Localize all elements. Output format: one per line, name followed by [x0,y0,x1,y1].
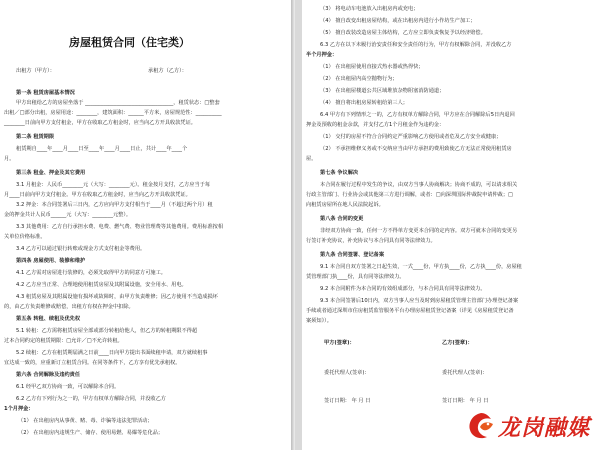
body-line: （1） 交付的房屋不符合合同约定严重影响乙方使用或者危及乙方安全或健康； [320,134,502,140]
body-line: 赁管理部门执____份，具有同等法律效力。 [306,274,405,280]
body-line: 租赁期自____年____月____日至____年____月____日止，共计____年____个 [16,146,188,152]
body-line: 3.2 押金：本合同签署后三日内，乙方应向甲方支付相当于____月（不超过两个月）租 [16,202,213,208]
section-heading: 第七条 争议解决 [320,170,359,176]
body-line: 9.3 本合同签署后10日内，双方当事人应当及时到房屋租赁管理主管部门办理登记备案 [320,298,519,304]
body-line: （4） 擅自将出租房屋转租给第三人； [320,100,408,106]
body-line: 6.2 乙方有下列行为之一的，甲方有权单方解除合同，并没收乙方 [16,396,166,402]
brand-text: 龙岗融媒 [498,416,591,441]
agent-b-signature: 委托代理人(签章)： [442,370,488,376]
body-line: （3） 在出租屋楼道公共区域堆放杂物阻塞消防通道； [320,88,445,94]
body-line: ________日前向甲方支付租金，甲方在收取乙方租金时，应当向乙方开具收款凭证。 [4,120,196,126]
body-line: 手续或者通过深圳市住房租赁监管服务平台办理房屋租赁登记备案（详见《房屋租赁登记备 [306,308,514,314]
body-line: （2） 在出租屋内高空抛物行为； [320,76,398,82]
body-line: 非经双方协商一致，任何一方不得单方变更本合同的定内容。双方可就本合同的变更另 [320,228,518,234]
party-a-signature: 甲方(签章)： [324,340,355,346]
body-line: 月____日前向甲方支付租金。甲方在收取乙方租金时，应当向乙方开具收款凭证。 [4,192,191,198]
party-b-signature: 乙方(签章)： [442,340,473,346]
body-line: （1） 在出租屋使用直接式热水器或热得快； [320,64,424,70]
body-line: （3） 将电动车电池放入出租房内或充电； [320,6,419,12]
body-line: 4.2 乙方应当正常、合理地使用租赁房屋及其附属设施，安全用水、用电。 [16,282,187,288]
section-heading: 第四条 房屋使用、装修和维护 [16,258,86,264]
section-heading: 第三条 租金、押金及其它费用 [16,170,86,176]
body-line: 3.4 乙方可以通过银行转账或现金方式支付租金等费用。 [16,246,146,252]
body-line: 关单位价格标准。 [4,234,46,240]
sign-date-b: 签订日期： 年 月 日 [442,398,489,404]
body-line: （2） 不承担维修义务或不交纳应当由甲方承担的费用致使乙方无法正常使用租赁房 [320,146,512,152]
body-line: 屋。 [306,156,317,162]
page-fold-shadow [291,0,295,450]
body-line: 3.3 其他费用：乙方自行承担水费、电费、燃气费、物业管理费等其他费用。费用标准按相 [16,224,224,230]
body-line: 5.2 续租：乙方在租赁期届满之日前____日向甲方提出书面续租申请，双方就续租事 [16,350,208,356]
body-line: 行政主管部门、行业协会或其他第三方进行调解，或者：□向深圳国际仲裁院申请仲裁；□ [306,192,513,198]
sign-date-a: 签订日期： 年 月 日 [324,398,371,404]
body-line: （5） 擅自改装改造房屋主体结构，乙方应立即负责恢复予以经济赔偿。 [320,30,486,36]
contract-title: 房屋租赁合同（住宅类） [69,36,190,49]
body-line: 出租／□部分出租，房屋用途：________，建筑面积：______平方米，房屋规范性：__________ [4,110,222,116]
body-line: 甲方出租给乙方的房屋坐落于 __________________________________，租赁状态：□整套 [16,100,220,106]
section-heading: 第一条 租赁房屋基本情况 [16,90,75,96]
body-line: 金的押金共计人民币______元（大写：________元整）。 [4,212,132,218]
body-line: 宜达成一致的，应重新订立租赁合同。在同等条件下，乙方享有优先承租权。 [4,360,181,366]
section-heading: 第五条 转租、续租及优先权 [16,316,81,322]
body-line: 案须知》）。 [306,318,332,324]
body-line: 6.4 甲方有下列情形之一的，乙方有权单方解除合同，甲方应在合同解除后5日内退回 [320,112,515,118]
body-line: 半个月押金： [306,52,338,58]
lessee-label: 承租方（乙方）： [148,68,187,74]
dragon-logo-icon [466,411,496,441]
body-line: 1个月押金： [4,406,34,412]
body-line: （4） 擅自改变出租房屋结构，或在出租房内进行小作坊生产加工； [320,18,476,24]
contract-page-2 [302,0,600,450]
lessor-label: 出租方（甲方）： [16,68,55,74]
body-line: 行签订补充协议，补充协议与本合同具有同等法律效力。 [306,238,436,244]
section-heading: 第二条 租赁期限 [16,134,55,140]
body-line: 本合同在履行过程中发生的争议，由双方当事人协商解决；协商不成的，可以请求相关 [320,182,518,188]
body-line: 9.1 本合同自双方签署之日起生效，一式____份，甲方执____份，乙方执____份，房屋租 [320,264,522,270]
section-heading: 第九条 合同签署、登记备案 [320,252,385,258]
body-line: 6.1 经甲乙双方协商一致，可以解除本合同。 [16,384,120,390]
body-line: 月。 [4,156,15,162]
body-line: 3.1 月租金：人民币________元（大写：________元）。租金按月支付，乙方应当于每 [16,182,211,188]
agent-a-signature: 委托代理人(签章)： [324,370,370,376]
section-heading: 第八条 合同的变更 [320,216,364,222]
body-line: 4.1 乙方需对房屋进行装修的，必须先取得甲方的同意方可施工。 [16,270,166,276]
body-line: 6.3 乙方在以下未履行治安责任和安全责任的行为，甲方有权解除合同，并没收乙方 [320,42,512,48]
body-line: 5.1 转租：乙方需将租赁房屋全部或部分转租给他人，但乙方的转租期限不得超 [16,328,198,334]
body-line: （2） 在出租房内违规生产、储存、使用易燃、易爆等危化品； [18,430,164,436]
body-line: 9.2 本合同附件为本合同的有效组成部分，与本合同具有同等法律效力。 [320,286,486,292]
body-line: 押金及预收的租金余款，并支付乙方1个月租金作为违约金： [306,122,445,128]
contract-page-1 [0,0,291,450]
longgang-media-watermark [466,410,598,442]
body-line: 过本合同约定的租赁期限：□允许／□不允许转租。 [4,338,123,344]
body-line: 向租赁房屋所在地人民法院起诉。 [306,202,384,208]
body-line: 的，由乙方负责维修或赔偿，出租方有权在押金中扣除。 [4,304,134,310]
body-line: （1） 在出租房内从事黄、赌、毒、诈骗等违法犯罪活动； [18,418,153,424]
section-heading: 第六条 合同解除及违约责任 [16,372,81,378]
body-line: 4.3 租赁房屋及其附属设施有损坏或故障时，由甲方负责维修；因乙方使用不当造成损坏 [16,294,218,300]
